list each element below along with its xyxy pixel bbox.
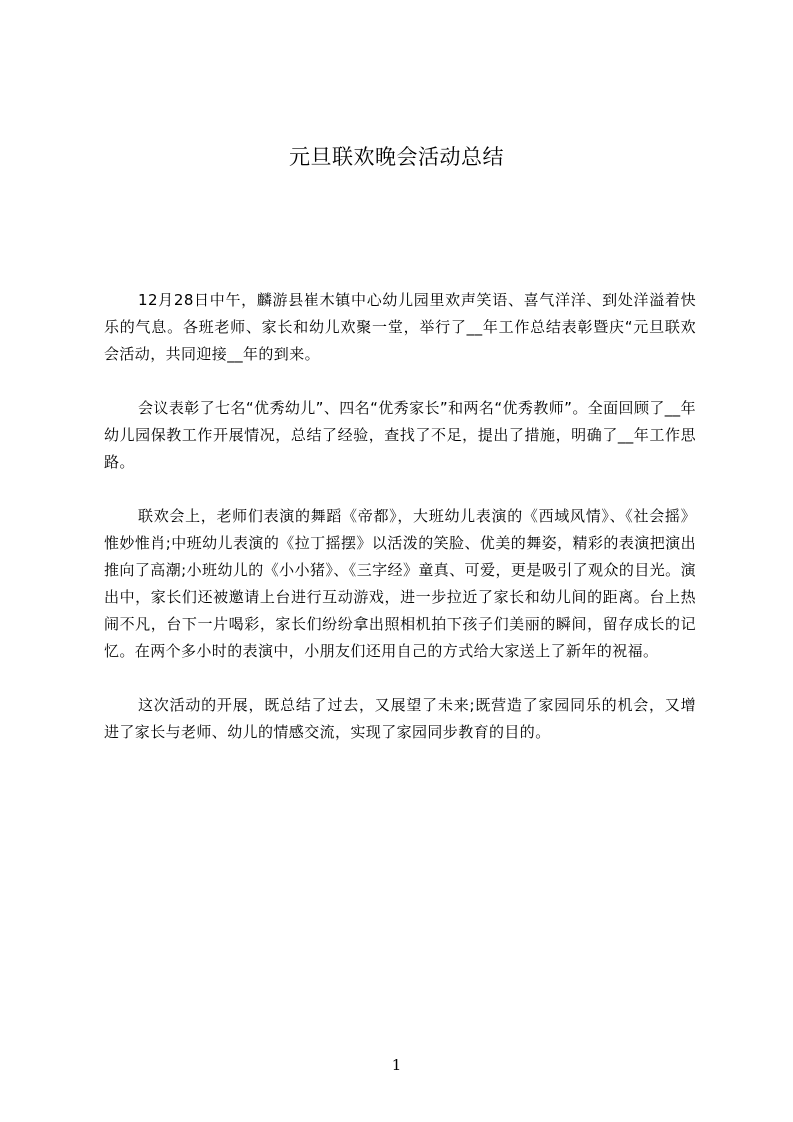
document-title: 元旦联欢晚会活动总结 xyxy=(289,145,504,169)
paragraph-1: 12月28日中午，麟游县崔木镇中心幼儿园里欢声笑语、喜气洋洋、到处洋溢着快乐的气息。各班老师、家长和幼儿欢聚一堂，举行了__年工作总结表彰暨庆“元旦联欢会活动，共同迎接__年的到来。 xyxy=(104,291,696,363)
paragraph-2: 会议表彰了七名“优秀幼儿”、四名“优秀家长”和两名“优秀教师”。全面回顾了__年幼儿园保教工作开展情况，总结了经验，查找了不足，提出了措施，明确了__年工作思路。 xyxy=(104,399,696,471)
page-number: 1 xyxy=(391,1056,402,1074)
paragraph-4: 这次活动的开展，既总结了过去，又展望了未来;既营造了家园同乐的机会，又增进了家长与老师、幼儿的情感交流，实现了家园同步教育的目的。 xyxy=(104,696,696,741)
paragraph-3: 联欢会上，老师们表演的舞蹈《帝都》，大班幼儿表演的《西域风情》、《社会摇》惟妙惟肖;中班幼儿表演的《拉丁摇摆》以活泼的笑脸、优美的舞姿，精彩的表演把演出推向了高潮;小班幼儿的《小小猪》、《三字经》童真、可爱，更是吸引了观众的目光。演出中，家长们还被邀请上台进行互动游戏，进一步拉近了家长和幼儿间的距离。台上热闹不凡，台下一片喝彩，家长们纷纷拿出照相机拍下孩子们美丽的瞬间，留存成长的记忆。在两个多小时的表演中，小朋友们还用自己的方式给大家送上了新年的祝福。 xyxy=(104,507,696,660)
document-body xyxy=(104,287,696,773)
